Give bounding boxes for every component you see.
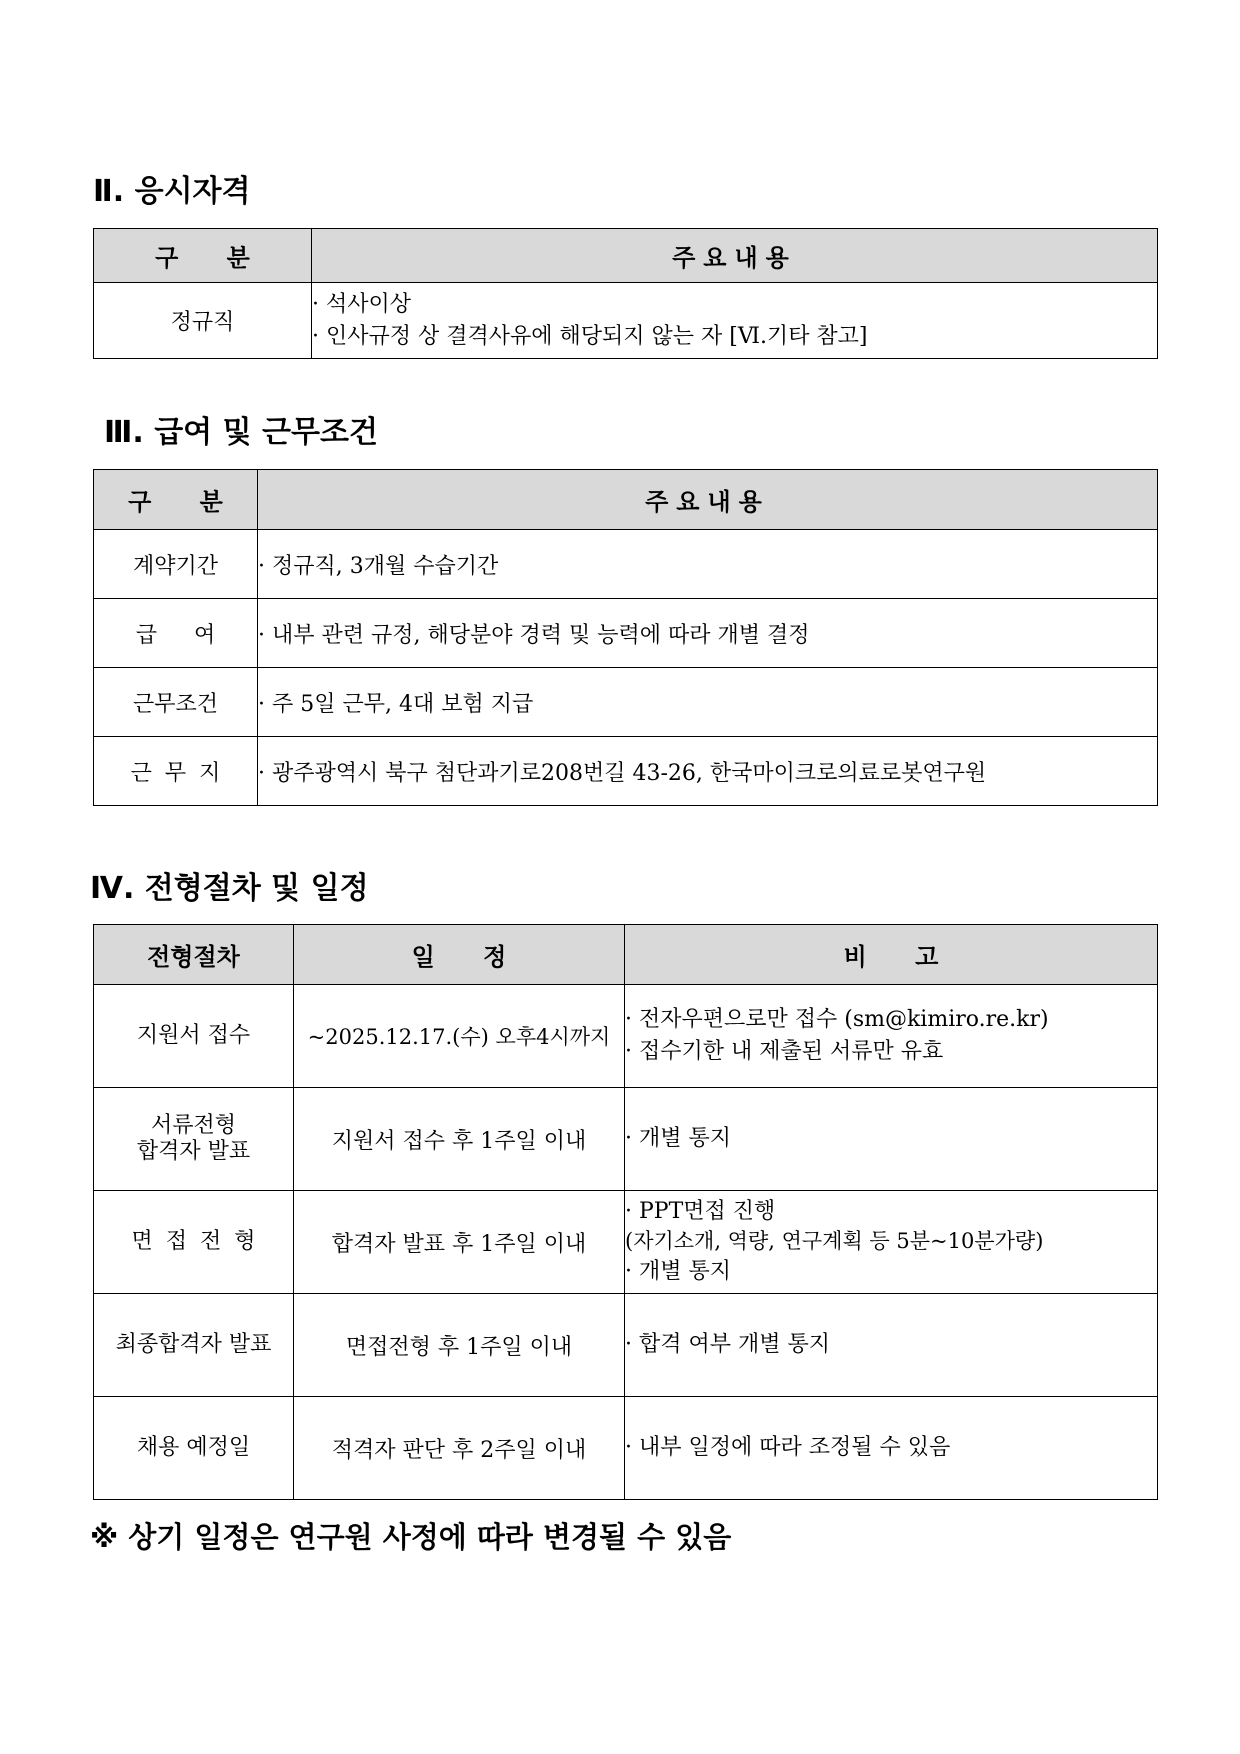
row-category: 근무조건	[94, 668, 258, 737]
note-line: (자기소개, 역량, 연구계획 등 5분~10분가량)	[625, 1229, 1044, 1254]
schedule-cell: 적격자 판단 후 2주일 이내	[294, 1397, 625, 1500]
notes-cell	[625, 1088, 1158, 1191]
row-content: · 주 5일 근무, 4대 보험 지급	[258, 668, 1158, 737]
section-2-title: Ⅱ. 응시자격	[93, 174, 251, 209]
step-cell	[94, 1397, 294, 1500]
table-header-row	[94, 229, 1158, 283]
content-line: · 인사규정 상 결격사유에 해당되지 않는 자 [Ⅵ.기타 참고]	[312, 323, 868, 349]
schedule-change-footnote: ※ 상기 일정은 연구원 사정에 따라 변경될 수 있음	[90, 1520, 732, 1554]
row-category: 근 무 지	[94, 737, 258, 806]
schedule-cell: 합격자 발표 후 1주일 이내	[294, 1191, 625, 1294]
note-line: · PPT면접 진행	[625, 1198, 776, 1224]
step-label: 최종합격자 발표	[115, 1332, 272, 1358]
header-step: 전형절차	[94, 925, 294, 985]
note-line: · 내부 일정에 따라 조정될 수 있음	[625, 1435, 951, 1461]
notes-cell	[625, 1191, 1158, 1294]
table-row	[94, 1294, 1158, 1397]
row-content: · 내부 관련 규정, 해당분야 경력 및 능력에 따라 개별 결정	[258, 599, 1158, 668]
table-row	[94, 1191, 1158, 1294]
selection-schedule-table	[93, 924, 1158, 1500]
notes-cell	[625, 1294, 1158, 1397]
note-line: · 접수기한 내 제출된 서류만 유효	[625, 1039, 944, 1064]
table-row	[94, 737, 1158, 806]
schedule-cell: 면접전형 후 1주일 이내	[294, 1294, 625, 1397]
note-line: · 전자우편으로만 접수 (sm@kimiro.re.kr)	[625, 1007, 1049, 1033]
schedule-cell: ~2025.12.17.(수) 오후4시까지	[294, 985, 625, 1088]
row-content: · 정규직, 3개월 수습기간	[258, 530, 1158, 599]
table-row	[94, 599, 1158, 668]
schedule-cell: 지원서 접수 후 1주일 이내	[294, 1088, 625, 1191]
content-line: · 석사이상	[312, 291, 411, 317]
row-category: 계약기간	[94, 530, 258, 599]
notes-cell	[625, 985, 1158, 1088]
table-row	[94, 985, 1158, 1088]
table-row	[94, 530, 1158, 599]
step-cell	[94, 985, 294, 1088]
step-cell	[94, 1294, 294, 1397]
header-content: 주요내용	[312, 229, 1158, 283]
note-line: · 개별 통지	[625, 1126, 731, 1152]
step-label: 합격자 발표	[136, 1139, 251, 1164]
step-cell	[94, 1191, 294, 1294]
table-row	[94, 668, 1158, 737]
row-category: 정규직	[94, 283, 312, 359]
notes-cell	[625, 1397, 1158, 1500]
salary-conditions-table	[93, 469, 1158, 806]
step-label: 지원서 접수	[136, 1023, 251, 1049]
table-row	[94, 283, 1158, 359]
header-content: 주요내용	[258, 470, 1158, 530]
header-category: 구 분	[94, 470, 258, 530]
step-label: 채용 예정일	[136, 1435, 251, 1461]
note-line: · 합격 여부 개별 통지	[625, 1332, 830, 1358]
table-header-row	[94, 925, 1158, 985]
step-label: 면 접 전 형	[131, 1229, 256, 1255]
qualification-table	[93, 228, 1158, 359]
row-category: 급 여	[94, 599, 258, 668]
row-content	[312, 283, 1158, 359]
section-3-title: Ⅲ. 급여 및 근무조건	[104, 415, 378, 450]
note-line: · 개별 통지	[625, 1258, 731, 1284]
section-4-title: Ⅳ. 전형절차 및 일정	[90, 871, 369, 906]
table-header-row	[94, 470, 1158, 530]
row-content: · 광주광역시 북구 첨단과기로208번길 43-26, 한국마이크로의료로봇연구원	[258, 737, 1158, 806]
step-label: 서류전형	[150, 1112, 236, 1138]
table-row	[94, 1088, 1158, 1191]
header-schedule: 일 정	[294, 925, 625, 985]
header-notes: 비 고	[625, 925, 1158, 985]
header-category: 구 분	[94, 229, 312, 283]
table-row	[94, 1397, 1158, 1500]
step-cell	[94, 1088, 294, 1191]
